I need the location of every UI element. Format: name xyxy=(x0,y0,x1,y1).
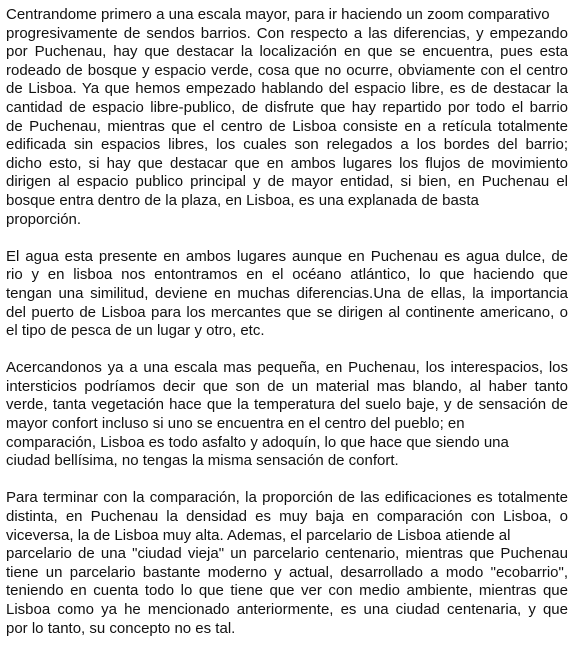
text-line: de Puchenau, mientras que el centro de Lisboa consiste en a retícula totalmente xyxy=(6,117,568,135)
text-line: del puerto de Lisboa para los mercantes que se dirigen al continente americano, o xyxy=(6,303,568,321)
text-line: comparación, Lisboa es todo asfalto y adoquín, lo que hace que siendo una xyxy=(6,433,509,451)
text-line: parcelario de una "ciudad vieja" un parcelario centenario, mientras que Puchenau xyxy=(6,545,568,563)
text-line: mayor confort incluso si uno se encuentra en el centro del pueblo; en xyxy=(6,415,465,433)
paragraph xyxy=(6,359,568,471)
text-line: viceversa, la de Lisboa muy alta. Ademas, el parcelario de Lisboa atiende al xyxy=(6,526,511,544)
text-line: Centrandome primero a una escala mayor, para ir haciendo un zoom comparativo xyxy=(6,6,550,23)
document-body xyxy=(6,6,568,657)
text-line: rio y en lisboa nos entontramos en el océano atlántico, lo que haciendo que xyxy=(6,266,568,284)
text-line: dirigen al espacio publico principal y de mayor entidad, si bien, en Puchenau el xyxy=(6,173,568,191)
text-line: el tipo de pesca de un lugar y otro, etc. xyxy=(6,322,265,340)
text-line: edificada sin espacios libres, los cuales son relegados a los bordes del barrio; xyxy=(6,136,568,154)
text-line: de Lisboa. Ya que hemos empezado hablando del espacio libre, es de destacar la xyxy=(6,80,568,98)
text-line: por lo tanto, su concepto no es tal. xyxy=(6,619,236,637)
text-line: teniendo en cuenta todo lo que tiene que ver con medio ambiente, mientras que xyxy=(6,582,568,600)
text-line: por Puchenau, hay que destacar la localización en que se encuentra, pues esta xyxy=(6,43,568,61)
text-line: El agua esta presente en ambos lugares aunque en Puchenau es agua dulce, de xyxy=(6,247,568,265)
paragraph xyxy=(6,489,568,638)
text-line: bosque entra dentro de la plaza, en Lisboa, es una explanada de basta xyxy=(6,191,479,209)
text-line: dicho esto, si hay que destacar que en ambos lugares los flujos de movimiento xyxy=(6,154,568,172)
text-line: verde, tanta vegetación hace que la temperatura del suelo baje, y de sensación de xyxy=(6,396,568,414)
text-line: tengan una similitud, deviene en muchas diferencias.Una de ellas, la importancia xyxy=(6,284,568,302)
text-line: Para terminar con la comparación, la proporción de las edificaciones es totalmente xyxy=(6,489,568,507)
text-line: Acercandonos ya a una escala mas pequeña, en Puchenau, los interespacios, los xyxy=(6,359,568,377)
text-line: distinta, en Puchenau la densidad es muy baja en comparación con Lisboa, o xyxy=(6,508,568,526)
text-line: rodeado de bosque y espacio verde, cosa que no ocurre, obviamente con el centro xyxy=(6,61,568,79)
text-line: proporción. xyxy=(6,210,82,228)
text-line: intersticios podríamos decir que son de un material mas blando, al haber tanto xyxy=(6,377,568,395)
text-line: tiene un parcelario bastante moderno y actual, desarrollado a modo "ecobarrio", xyxy=(6,563,568,581)
text-line: ciudad bellísima, no tengas la misma sensación de confort. xyxy=(6,452,399,470)
paragraph xyxy=(6,6,568,229)
paragraph xyxy=(6,248,568,341)
text-line: progresivamente de sendos barrios. Con respecto a las diferencias, y empezando xyxy=(6,24,568,42)
text-line: Lisboa como ya he mencionado anteriormente, es una ciudad centenaria, y que xyxy=(6,601,568,618)
text-line: cantidad de espacio libre-publico, de disfrute que hay repartido por todo el barrio xyxy=(6,98,568,116)
